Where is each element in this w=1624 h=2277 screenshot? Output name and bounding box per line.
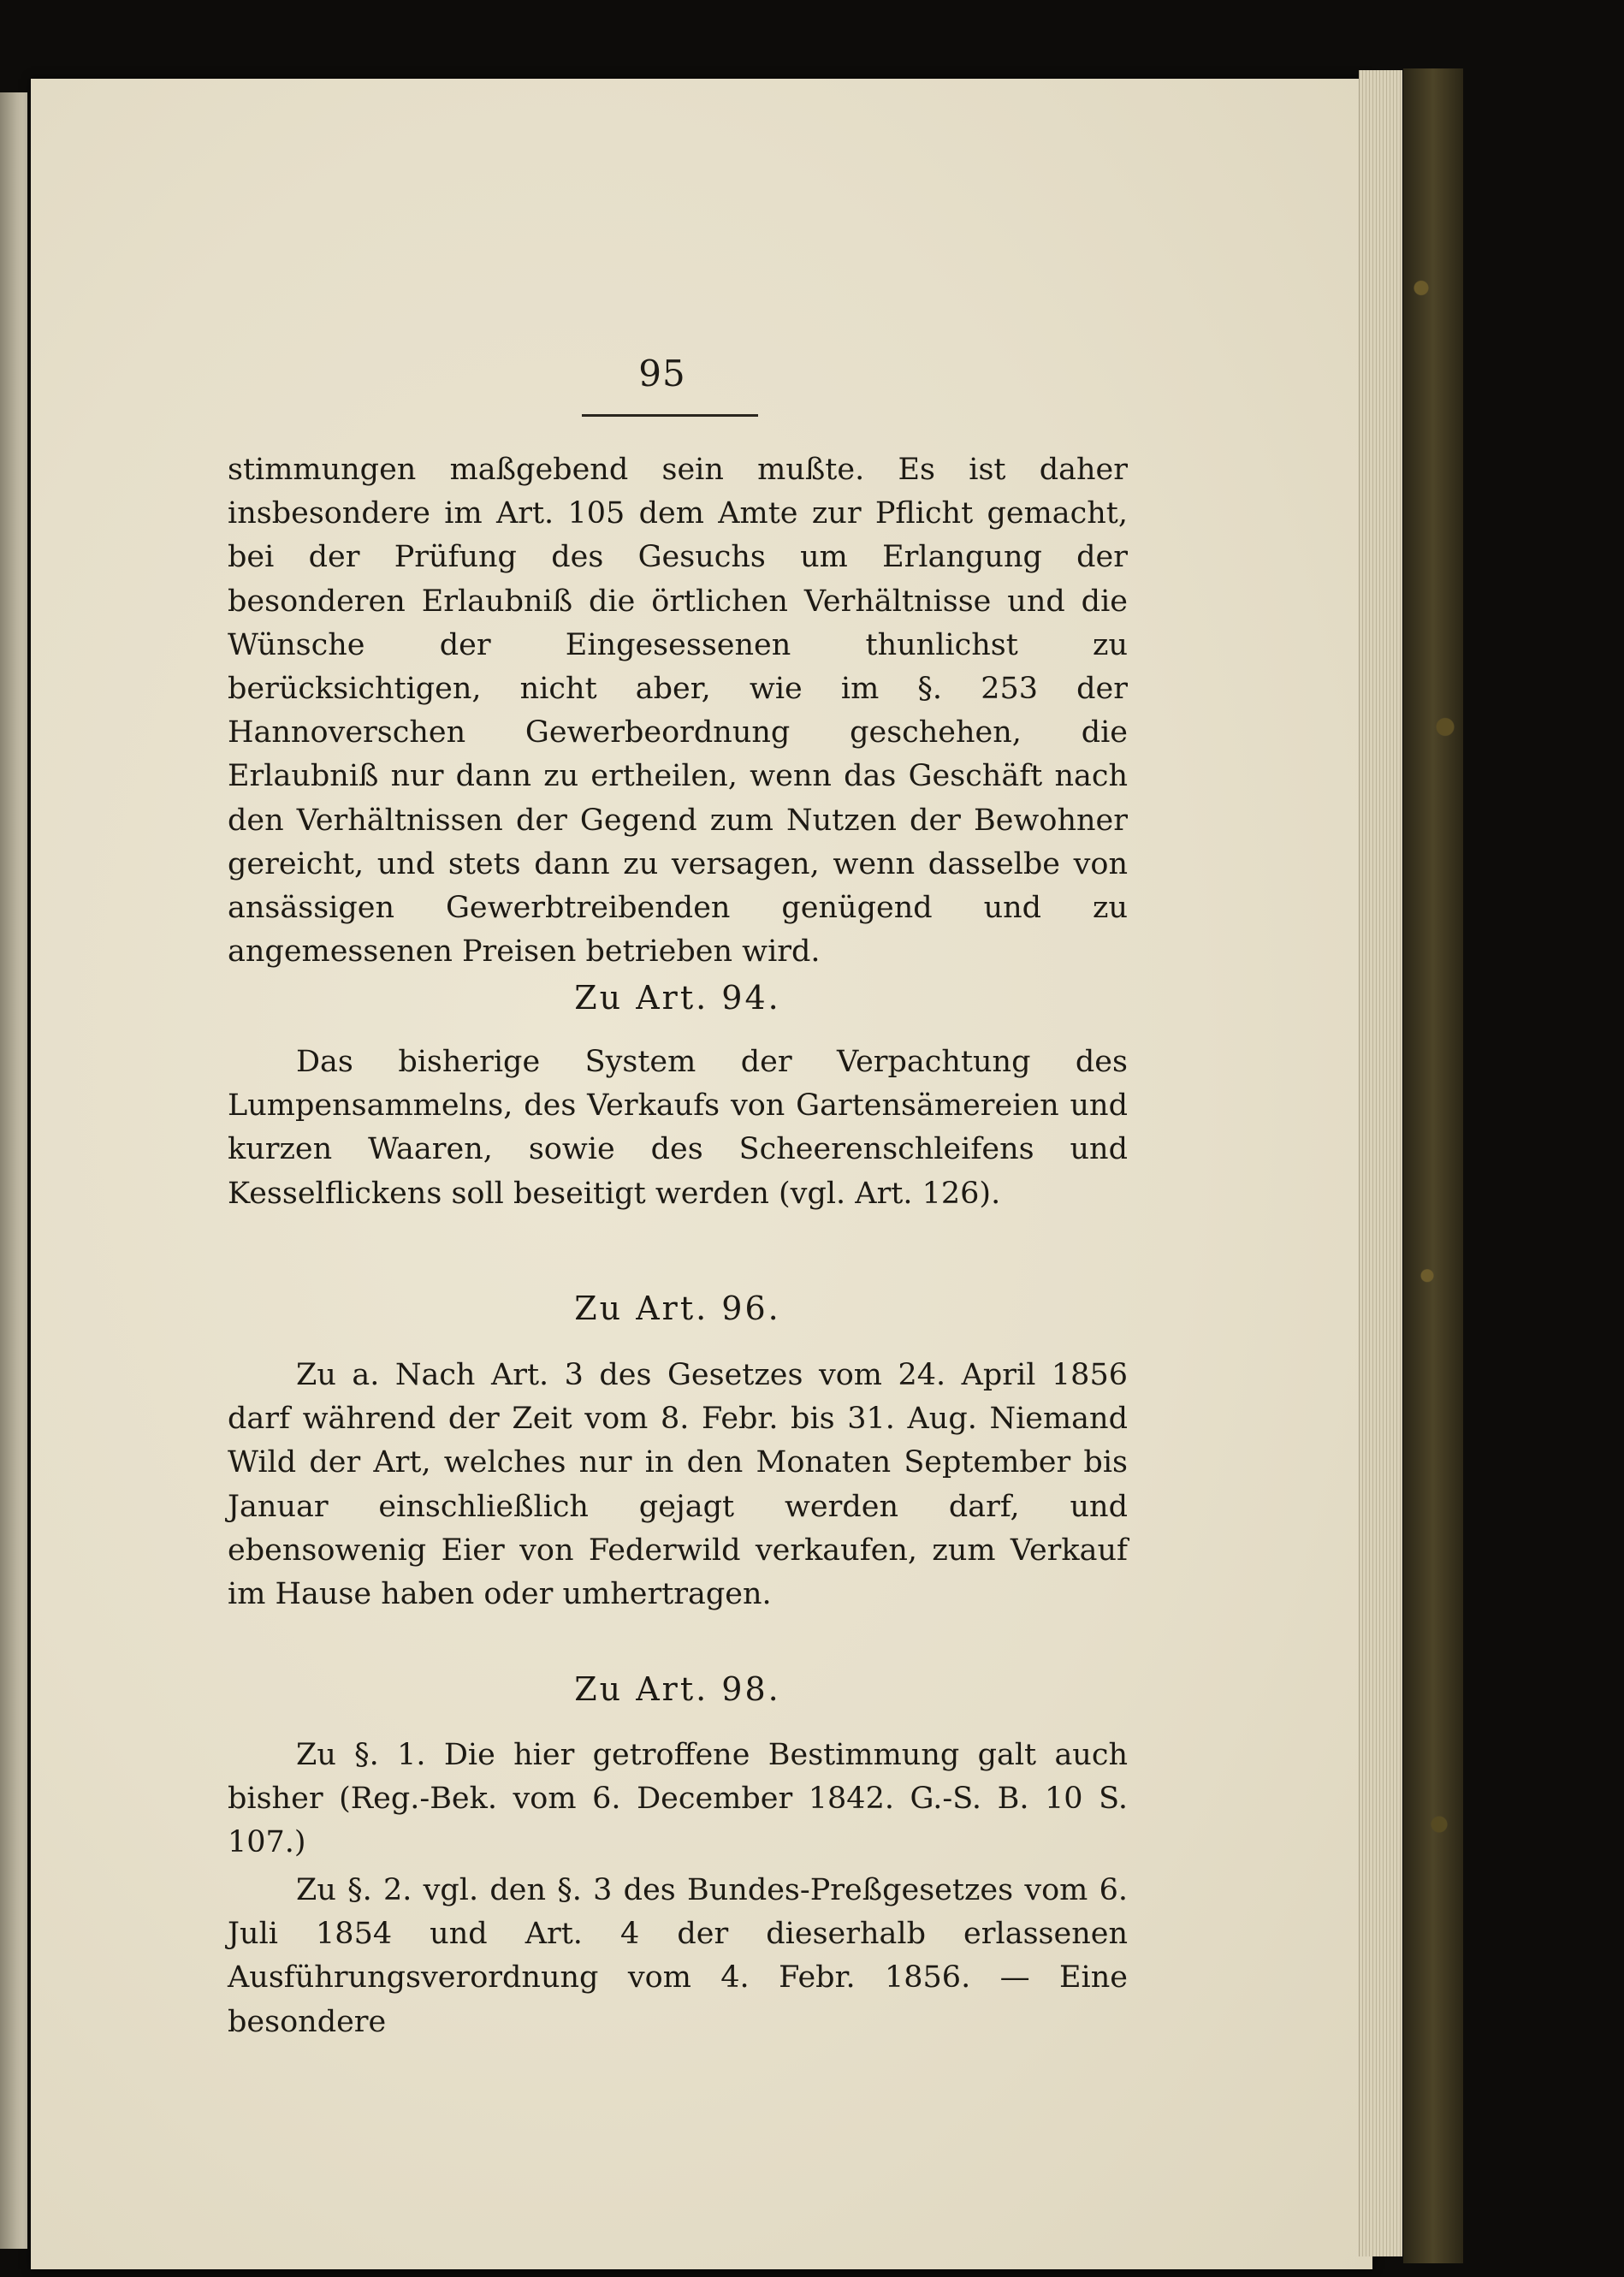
intro-paragraph: stimmungen maßgebend sein mußte. Es ist daher insbesondere im Art. 105 dem Amte zur Pflicht gemacht, bei der Prüfung des Gesuchs um Erlangung der besonderen Erlaubniß die örtlichen Verhältnisse und die Wünsche der Eingesessenen thunlichst zu berücksichtigen, nicht aber, wie im §. 253 der Hannoverschen Gewerbeordnung geschehen, die Erlaubniß nur dann zu ertheilen, wenn das Geschäft nach den Verhältnissen der Gegend zum Nutzen der Bewohner gereicht, und stets dann zu versagen, wenn dasselbe von ansässigen Gewerbtreibenden genügend und zu angemessenen Preisen betrieben wird. <box>228 453 1128 970</box>
section-text-art98-para1: Zu §. 1. Die hier getroffene Bestimmung galt auch bisher (Reg.-Bek. vom 6. December 1842. G.-S. B. 10 S. 107.) <box>228 1738 1128 1860</box>
previous-page-edge <box>0 92 27 2249</box>
page-block-edges <box>1359 70 1402 2256</box>
section-heading-art96: Zu Art. 96. <box>574 1290 781 1327</box>
section-text-art94: Das bisherige System der Verpachtung des Lumpensammelns, des Verkaufs von Gartensämereien und kurzen Waaren, sowie des Scheerenschleifens und Kesselflickens soll beseitigt werden (vgl. Art. 126). <box>228 1045 1128 1211</box>
header-rule <box>582 414 758 417</box>
section-text-art98-para2: Zu §. 2. vgl. den §. 3 des Bundes-Preßgesetzes vom 6. Juli 1854 und Art. 4 der dieserhalb erlassenen Ausführungsverordnung vom 4. Febr. 1856. — Eine besondere <box>228 1873 1128 2039</box>
section-heading-art98: Zu Art. 98. <box>574 1670 781 1708</box>
book-cover-edge <box>1403 68 1463 2263</box>
section-heading-art94: Zu Art. 94. <box>574 979 781 1017</box>
section-text-art96: Zu a. Nach Art. 3 des Gesetzes vom 24. April 1856 darf während der Zeit vom 8. Febr. bis 31. Aug. Niemand Wild der Art, welches nur in den Monaten September bis Januar einschließlich gejagt werden darf, und ebensowenig Eier von Federwild verkaufen, zum Verkauf im Hause haben oder umhertragen. <box>228 1358 1128 1612</box>
book-page <box>31 79 1372 2269</box>
page-number: 95 <box>638 353 686 394</box>
